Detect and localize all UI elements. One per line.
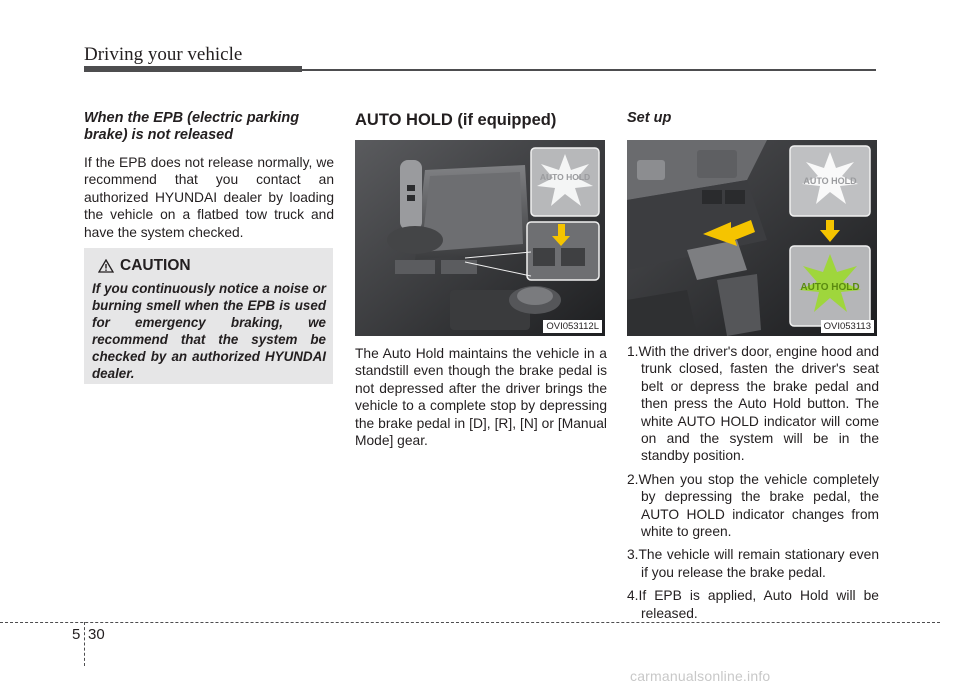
warning-triangle-icon [98, 259, 114, 273]
pedal-area-illustration [627, 140, 877, 336]
left-column [84, 110, 334, 241]
page-number: 30 [88, 626, 105, 643]
caution-box [84, 248, 333, 384]
section-number: 5 [72, 626, 81, 643]
white-auto-hold-text: AUTO HOLD [803, 176, 857, 186]
image-code-label: OVI053113 [821, 320, 874, 333]
setup-step: 4.If EPB is applied, Auto Hold will be released. [627, 588, 879, 621]
white-indicator-text: AUTO HOLD [539, 172, 591, 182]
setup-steps-list [627, 343, 879, 628]
middle-column [355, 110, 607, 130]
watermark-text[interactable]: carmanualsonline.info [630, 668, 771, 684]
setup-step: 2.When you stop the vehicle completely by depressing the brake pedal, the AUTO HOLD indicator changes from white to green. [627, 471, 879, 540]
green-auto-hold-text: AUTO HOLD [800, 282, 860, 293]
set-up-subheading: Set up [627, 110, 672, 126]
page-header-title: Driving your vehicle [84, 44, 243, 65]
epb-not-released-paragraph: If the EPB does not release normally, we recommend that you contact an authorized HYUNDAI dealer by loading the vehicle on a flatbed tow truck and have the system checked. [84, 155, 334, 240]
gear-console-illustration [355, 140, 605, 336]
gear-console-photo [355, 140, 605, 336]
pedal-area-photo [627, 140, 877, 336]
image-code-label: OVI053112L [543, 320, 602, 333]
footer-rule [0, 622, 940, 623]
footer-divider [84, 622, 85, 666]
caution-label: CAUTION [120, 257, 191, 274]
caution-text: If you continuously notice a noise or burning smell when the EPB is used for emergency braking, we recommend that the system be checked by an authorized HYUNDAI dealer. [92, 281, 326, 381]
setup-step: 3.The vehicle will remain stationary even if you release the brake pedal. [627, 547, 879, 580]
epb-not-released-subheading: When the EPB (electric parking brake) is not released [84, 110, 300, 143]
setup-step: 1.With the driver's door, engine hood and trunk closed, fasten the driver's seat belt or depress the brake pedal and then press the Auto Hold button. The white AUTO HOLD indicator will come on and the system will be in the standby position. [627, 344, 879, 464]
auto-hold-heading: AUTO HOLD (if equipped) [355, 111, 557, 129]
caution-title [98, 257, 191, 275]
auto-hold-paragraph: The Auto Hold maintains the vehicle in a standstill even though the brake pedal is not depressed after the driver brings the vehicle to a complete stop by depressing the brake pedal in [D], [R], [N] or [Manual Mode] gear. [355, 346, 607, 449]
header-rule-thin [300, 69, 876, 71]
header-rule-thick [84, 66, 302, 72]
right-column [627, 110, 879, 137]
auto-hold-description [355, 345, 607, 449]
